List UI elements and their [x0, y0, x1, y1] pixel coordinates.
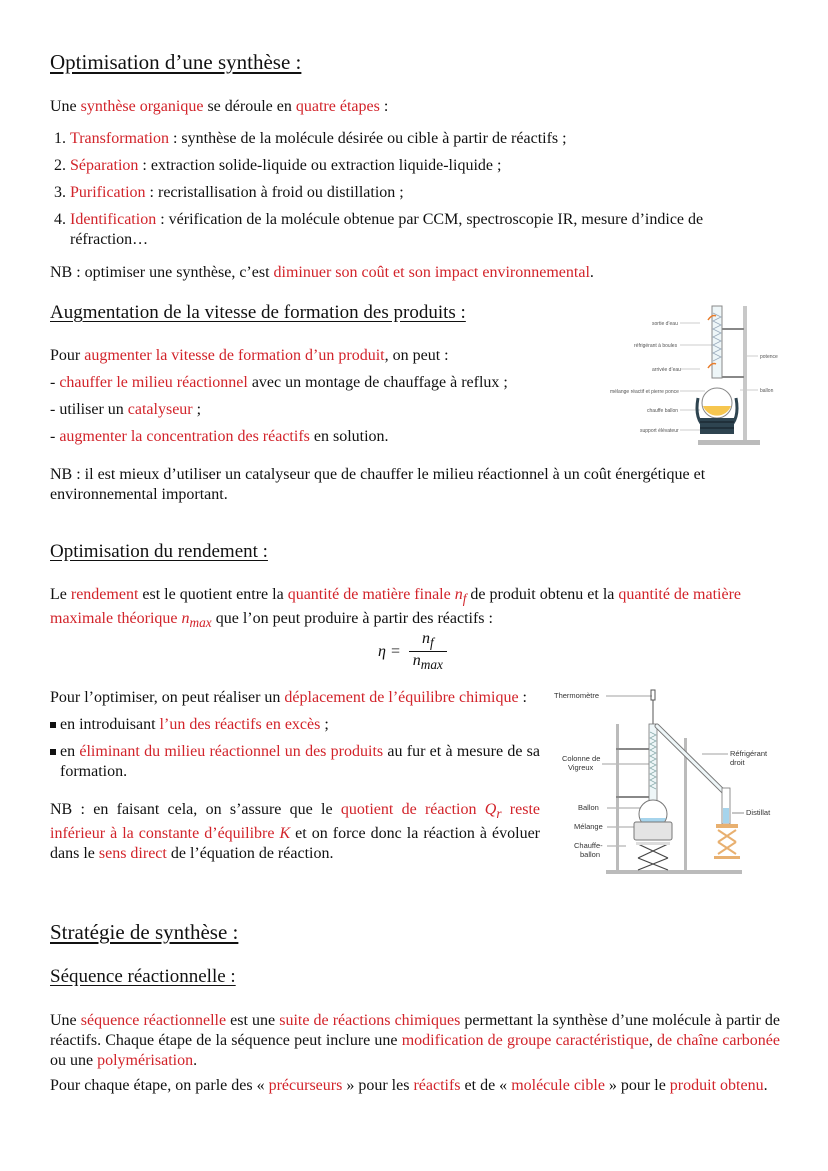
list-item: [50, 373, 590, 393]
highlight: quatre étapes: [295, 98, 380, 115]
text: que l’on peut produire à partir des réactifs :: [211, 610, 493, 628]
highlight: éliminant du milieu réactionnel un des produits: [79, 743, 384, 760]
list-item: [50, 427, 590, 447]
label-colonne: Colonne de: [562, 754, 601, 763]
formula-fraction: [409, 630, 447, 673]
label-potence: potence: [760, 354, 778, 360]
text: ;: [192, 401, 202, 418]
text: .: [589, 264, 594, 281]
text: est une: [226, 1012, 280, 1029]
text: et de «: [460, 1077, 512, 1094]
highlight: chauffer le milieu réactionnel: [59, 374, 248, 391]
text: , on peut :: [384, 347, 449, 364]
text: ;: [320, 716, 329, 733]
step-term: Transformation: [70, 130, 169, 147]
label-melange: mélange réactif et pierre ponce: [610, 389, 679, 395]
math-n: n: [421, 630, 430, 647]
math-sub: f: [429, 635, 434, 651]
text: -: [50, 428, 60, 445]
math-q: Q: [484, 801, 497, 818]
highlight: sens direct: [98, 845, 167, 863]
list-item: [70, 129, 780, 149]
text: et on force donc la réaction à évoluer dans le: [50, 825, 541, 863]
highlight: catalyseur: [127, 401, 193, 418]
opt-intro: [50, 688, 540, 708]
bullet-icon: [50, 749, 56, 755]
text: .: [193, 1052, 198, 1069]
list-item: [50, 715, 540, 735]
steps-list: [50, 129, 780, 257]
highlight: quotient de réaction: [340, 801, 485, 818]
label-droit: droit: [730, 758, 745, 767]
math-sub: max: [189, 615, 212, 631]
text: avec un montage de chauffage à reflux ;: [247, 374, 508, 391]
step-term: Purification: [70, 184, 146, 201]
text: en introduisant: [60, 716, 160, 733]
text: Pour chaque étape, on parle des «: [50, 1077, 269, 1094]
highlight: diminuer son coût et son impact environnemental: [273, 264, 590, 281]
nb-note-rendement: [50, 800, 540, 864]
label-vigreux: Vigreux: [568, 763, 594, 772]
text: :: [518, 689, 527, 706]
text: permettant la synthèse d’une molécule à partir de réactifs. Chaque étape de la séquence peut inclure une: [50, 1012, 781, 1049]
text: ou une: [50, 1052, 98, 1069]
section-title-strategie: Stratégie de synthèse :: [50, 920, 239, 944]
math-n: n: [181, 610, 190, 628]
highlight: modification de groupe caractéristique: [401, 1032, 649, 1049]
text: en: [60, 743, 80, 760]
math-sub: max: [420, 657, 443, 673]
list-item: [70, 210, 780, 250]
label-chauffe-ballon: chauffe ballon: [647, 408, 679, 414]
label-thermometre: Thermomètre: [554, 691, 600, 700]
step-text: : extraction solide-liquide ou extraction liquide-liquide ;: [138, 157, 502, 174]
text: Le: [50, 586, 71, 603]
label-arrivee-eau: arrivée d’eau: [652, 367, 681, 373]
highlight: déplacement de l’équilibre chimique: [284, 689, 519, 706]
highlight: précurseurs: [268, 1077, 343, 1094]
label-sortie-eau: sortie d’eau: [652, 321, 678, 327]
text: :: [379, 98, 389, 115]
rendement-optimisation: [50, 688, 540, 864]
math-sub: r: [496, 806, 502, 822]
sequence-paragraph: [50, 1011, 780, 1071]
formula-lhs: η =: [378, 642, 401, 660]
list-item: [50, 400, 590, 420]
label-distillat: Distillat: [746, 808, 771, 817]
text: -: [50, 374, 60, 391]
text: NB : en faisant cela, on s’assure que le: [50, 801, 341, 818]
text: se déroule en: [203, 98, 296, 115]
math-sub: f: [462, 591, 467, 607]
distillation-diagram: [552, 684, 792, 879]
text: » pour le: [604, 1077, 670, 1094]
highlight: séquence réactionnelle: [80, 1012, 227, 1029]
text: .: [763, 1077, 768, 1094]
label-chauffe: Chauffe-: [574, 841, 603, 850]
list-item: [50, 742, 540, 782]
highlight: quantité de matière maximale théorique: [50, 586, 741, 628]
nb-note: [50, 263, 780, 283]
highlight: rendement: [70, 586, 139, 603]
highlight: augmenter la vitesse de formation d’un produit: [84, 347, 385, 364]
precurseurs-paragraph: [50, 1076, 780, 1096]
formula-denominator: [409, 652, 447, 673]
intro-paragraph: [50, 97, 780, 117]
text: » pour les: [342, 1077, 414, 1094]
text: NB : optimiser une synthèse, c’est: [50, 264, 274, 281]
text: est le quotient entre la: [138, 586, 288, 603]
step-text: : vérification de la molécule obtenue par CCM, spectroscopie IR, mesure d’indice de réfraction…: [70, 211, 704, 248]
label-ballon: Ballon: [578, 803, 599, 812]
highlight: reste inférieur à la constante d’équilibre: [50, 801, 541, 843]
section-title-vitesse: Augmentation de la vitesse de formation des produits :: [50, 302, 466, 323]
highlight: molécule cible: [511, 1077, 605, 1094]
text: - utiliser un: [50, 401, 128, 418]
text: en solution.: [309, 428, 389, 445]
reflux-diagram: [600, 298, 790, 448]
highlight: augmenter la concentration des réactifs: [59, 428, 310, 445]
vitesse-intro: [50, 346, 590, 366]
section-title-optimisation: Optimisation d’une synthèse :: [50, 50, 302, 74]
label-refrigerant: Réfrigérant: [730, 749, 768, 758]
label-ballon: ballon: [760, 388, 774, 394]
text: Pour: [50, 347, 85, 364]
list-item: [70, 183, 780, 203]
math-n: n: [412, 652, 421, 670]
rendement-definition: [50, 585, 780, 633]
highlight: réactifs: [413, 1077, 461, 1094]
text: Une: [50, 98, 81, 115]
step-text: : recristallisation à froid ou distillation ;: [145, 184, 404, 201]
text: de produit obtenu et la: [466, 586, 619, 603]
math-n: n: [454, 586, 463, 603]
highlight: produit obtenu: [669, 1077, 764, 1094]
highlight: polymérisation: [97, 1052, 194, 1069]
text: Pour l’optimiser, on peut réaliser un: [50, 689, 285, 706]
vitesse-paragraph: [50, 346, 590, 447]
highlight: suite de réactions chimiques: [279, 1012, 461, 1029]
subsection-title-sequence: Séquence réactionnelle :: [50, 966, 236, 987]
bullet-icon: [50, 722, 56, 728]
highlight: de chaîne carbonée: [657, 1032, 781, 1049]
highlight: synthèse organique: [80, 98, 204, 115]
label-refrigerant-boules: réfrigérant à boules: [634, 343, 678, 349]
formula-numerator: [409, 630, 447, 652]
math-k: K: [279, 825, 291, 843]
step-term: Séparation: [70, 157, 139, 174]
label-melange: Mélange: [574, 822, 603, 831]
highlight: l’un des réactifs en excès: [159, 716, 321, 733]
text: Une: [50, 1012, 81, 1029]
section-title-rendement: Optimisation du rendement :: [50, 541, 268, 562]
text: au fur et à mesure de sa formation.: [60, 743, 541, 780]
text: de l’équation de réaction.: [166, 845, 334, 863]
rendement-formula: [378, 630, 447, 673]
list-item: [70, 156, 780, 176]
highlight: quantité de matière finale: [287, 586, 455, 603]
step-text: : synthèse de la molécule désirée ou cible à partir de réactifs ;: [168, 130, 567, 147]
step-term: Identification: [70, 211, 157, 228]
label-chauffe-ballon: ballon: [580, 850, 601, 859]
label-support: support élévateur: [640, 428, 679, 434]
nb-note-vitesse: NB : il est mieux d’utiliser un catalyseur que de chauffer le milieu réactionnel à un coût énergétique et environnemental important.: [50, 466, 706, 503]
text: ,: [648, 1032, 658, 1049]
